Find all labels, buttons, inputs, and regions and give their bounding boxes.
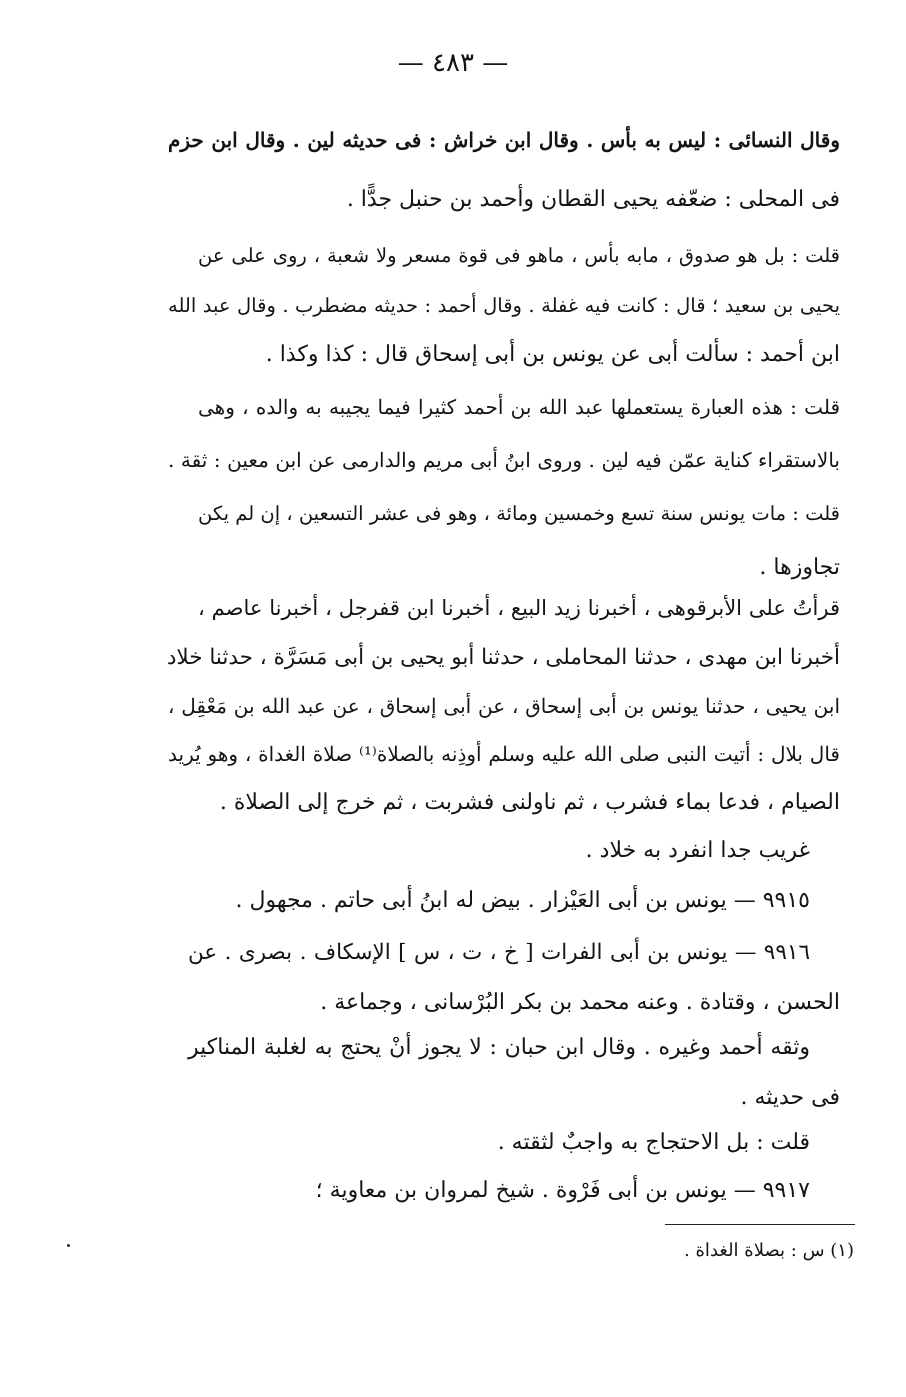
text-line: تجاوزها .	[759, 555, 840, 580]
entry-9915: ٩٩١٥ — يونس بن أبى العَيْزار . بيض له ابنُ أبى حاتم . مجهول .	[235, 888, 810, 913]
margin-dot	[67, 1244, 70, 1247]
text-line: قلت : بل هو صدوق ، مابه بأس ، ماهو فى قوة مسعر ولا شعبة ، روى على عن	[198, 244, 840, 267]
text-line: قرأتُ على الأبرقوهى ، أخبرنا زيد البيع ، أخبرنا ابن قفرجل ، أخبرنا عاصم ،	[198, 596, 840, 620]
text-line: غريب جدا انفرد به خلاد .	[585, 838, 810, 863]
text-line: ابن أحمد : سألت أبى عن يونس بن أبى إسحاق قال : كذا وكذا .	[265, 342, 840, 367]
text-line: الحسن ، وقتادة . وعنه محمد بن بكر البُرْسانى ، وجماعة .	[320, 990, 840, 1015]
text-line: قلت : بل الاحتجاج به واجبٌ لثقته .	[497, 1130, 810, 1155]
text-line: قلت : مات يونس سنة تسع وخمسين ومائة ، وهو فى عشر التسعين ، إن لم يكن	[198, 502, 840, 525]
footnote-divider	[665, 1224, 855, 1225]
page-number: — ٤٨٣ —	[397, 48, 509, 78]
footnote: (١) س : بصلاة الغداة .	[684, 1240, 854, 1261]
text-line: وقال النسائى : ليس به بأس . وقال ابن خراش : فى حديثه لين . وقال ابن حزم	[168, 128, 840, 152]
text-line: وثقه أحمد وغيره . وقال ابن حبان : لا يجوز أنْ يحتج به لغلبة المناكير	[188, 1035, 810, 1060]
text-line: قلت : هذه العبارة يستعملها عبد الله بن أحمد كثيرا فيما يجيبه به والده ، وهى	[198, 395, 841, 419]
text-line: يحيى بن سعيد ؛ قال : كانت فيه غفلة . وقال أحمد : حديثه مضطرب . وقال عبد الله	[168, 294, 840, 317]
text-line: فى حديثه .	[740, 1085, 840, 1110]
entry-9917: ٩٩١٧ — يونس بن أبى فَرْوة . شيخ لمروان بن معاوية ؛	[315, 1178, 810, 1203]
main-text	[166, 0, 841, 1203]
text-line: قال بلال : أتيت النبى صلى الله عليه وسلم أوذِنه بالصلاة⁽¹⁾ صلاة الغداة ، وهو يُريد	[168, 742, 840, 766]
text-line: الصيام ، فدعا بماء فشرب ، ثم ناولنى فشربت ، ثم خرج إلى الصلاة .	[219, 790, 840, 815]
text-line: ابن يحيى ، حدثنا يونس بن أبى إسحاق ، عن أبى إسحاق ، عن عبد الله بن مَعْقِل ،	[168, 694, 840, 718]
entry-9916: ٩٩١٦ — يونس بن أبى الفرات [ خ ، ت ، س ] الإسكاف . بصرى . عن	[188, 940, 810, 965]
text-line: أخبرنا ابن مهدى ، حدثنا المحاملى ، حدثنا أبو يحيى بن أبى مَسَرَّة ، حدثنا خلاد	[166, 645, 840, 670]
text-line: فى المحلى : ضعّفه يحيى القطان وأحمد بن حنبل جدًّا .	[346, 187, 840, 212]
text-line: بالاستقراء كناية عمّن فيه لين . وروى ابنُ أبى مريم والدارمى عن ابن معين : ثقة .	[168, 448, 840, 472]
